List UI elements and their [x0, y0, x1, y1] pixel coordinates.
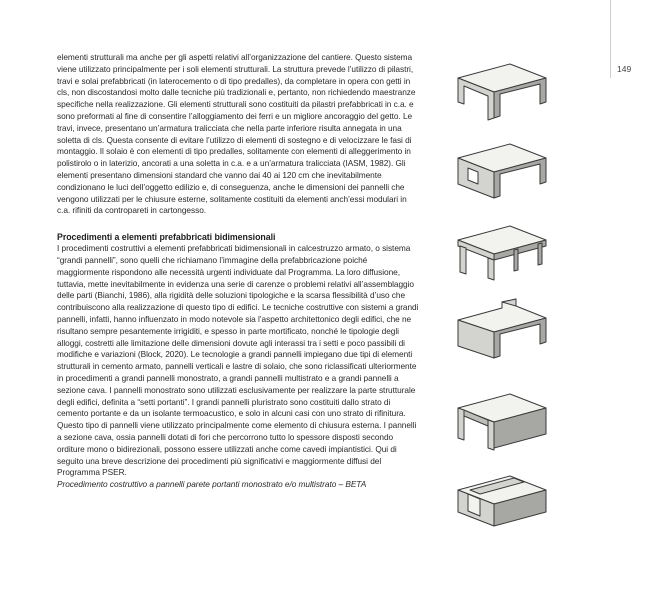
margin-rule [610, 0, 611, 78]
text-column [57, 52, 419, 491]
beam-legs-icon [452, 220, 552, 282]
box-frame-icon [452, 390, 552, 452]
paragraph-panels: I procedimenti costruttivi a elementi prefabbricati bidimensionali in calcestruzzo armato, o sistema “grandi pannelli”, sono quelli che richiamano l’immagine della prefabbricazione poiché maggiormente rispondono alle necessità urgenti individuate dal Programma. La loro diffusione, tuttavia, mette inevitabilmente in evidenza una serie di carenze o problemi relativi all’assemblaggio delle parti (Bianchi, 1986), alla rigidità delle soluzioni tipologiche e la scarsa flessibilità d’uso che contribuiscono alla realizzazione di questo tipo di edifici. Le tecniche costruttive con sistemi a grandi pannelli, infatti, hanno influenzato in modo notevole sia l’aspetto architettonico degli edifici, che ne risultano sempre pesantemente irrigiditi, e spesso in parte mortificato, nonché le tipologie degli alloggi, costretti alle limitazione delle dimensioni dovute agli interassi tra i setti e poco passibili di modifiche e variazioni (Block, 2020). Le tecnologie a grandi pannelli impiegano due tipi di elementi strutturali in cemento armato, pannelli verticali e lastre di solaio, che sono riclassificati ulteriormente in procedimenti a grandi pannelli monostrato, a grandi pannelli multistrato e a grandi pannelli a sezione cava. I pannelli monostrato sono utilizzati esclusivamente per realizzare la parte strutturale degli edifici, definita a “setti portanti”. I grandi pannelli pluristrato sono costituiti dallo strato di cemento portante e da un isolante termoacustico, e solo in alcuni casi con uno strato di rifinitura. Questo tipo di pannelli viene utilizzato principalmente come elemento di chiusura esterna. I pannelli a sezione cava, ossia pannelli dotati di fori che percorrono tutto lo spessore disposti secondo orditure mono o bidirezionali, possono essere utilizzati anche come cavedi impiantistici. Qui di seguito una breve descrizione dei procedimenti più significativi e maggiormente diffusi del Programma PSER. [57, 243, 419, 478]
paragraph-structural: elementi strutturali ma anche per gli aspetti relativi all’organizzazione del cantiere. Questo sistema viene utilizzato principalmente per i soli elementi strutturali. La struttura prevede l’utilizzo di pilastri, travi e solai prefabbricati (in laterocemento o di tipo predalles), da completare in opera con getti in cls, non discostandosi molto dalle tecniche più tradizionali e, pertanto, non richiedendo maestranze specifiche nella realizzazione. Gli elementi strutturali sono costituiti da pilastri prefabbricati in c.a. e sono preformati al fine di consentire l’alloggiamento dei ferri e un migliore ancoraggio del getto. Le travi, invece, presentano un’armatura tralicciata che nella parte inferiore risulta annegata in una soletta di cls. Questa consente di evitare l’utilizzo di elementi di sostegno e di velocizzare le fasi di montaggio. Il solaio è con elementi di tipo predalles, solitamente con elementi di alleggerimento in polistirolo o in laterizio, ancorati a una soletta in c.a. e a un’armatura tralicciata (IASM, 1982). Gli elementi presentano dimensioni standard che vanno dai 40 ai 120 cm che inevitabilmente condizionano le luci dell’oggetto edilizio e, di conseguenza, anche le dimensioni dei pannelli che vengono utilizzati per le chiusure esterne, solitamente costituiti da elementi anch’essi modulari in c.a. rifiniti da contropareti in cartongesso. [57, 52, 416, 216]
figure-caption: Procedimento costruttivo a pannelli parete portanti monostrato e/o multistrato – BETA [57, 479, 367, 490]
stepped-frame-icon [452, 298, 552, 362]
section-heading: Procedimenti a elementi prefabbricati bidimensionali [57, 232, 276, 243]
table-frame-icon [452, 60, 552, 122]
window-frame-icon [452, 140, 552, 202]
illustration-column [452, 60, 552, 530]
slotted-block-icon [452, 468, 552, 530]
page-number: 149 [617, 64, 632, 74]
